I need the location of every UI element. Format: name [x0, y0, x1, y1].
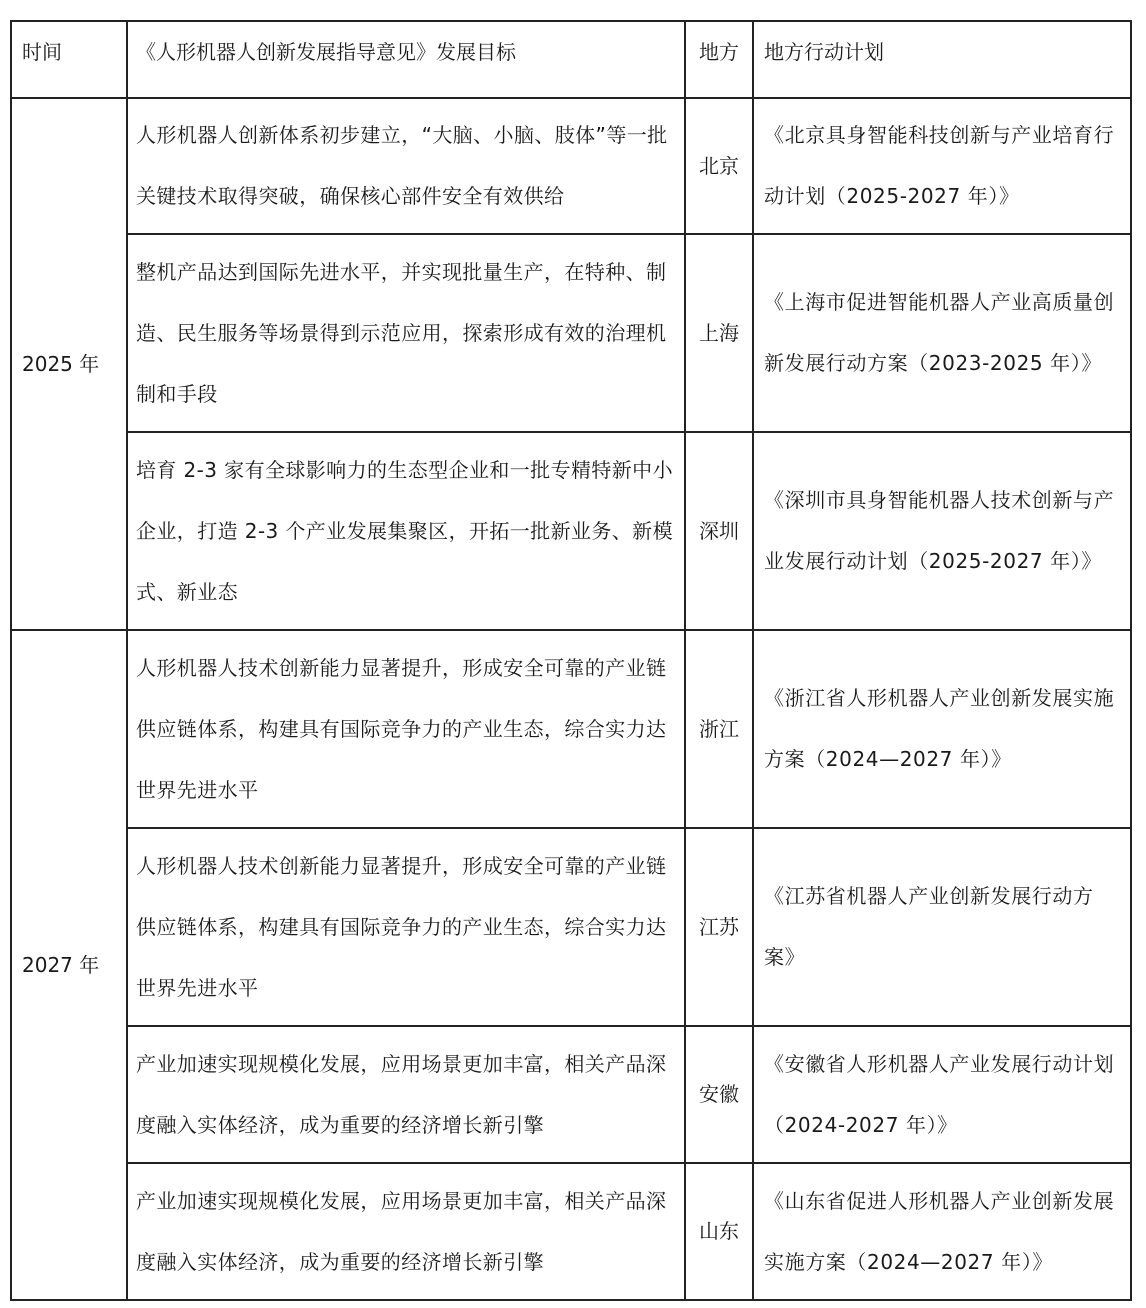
plan-text: 《江苏省机器人产业创新发展行动方案》 [764, 884, 1094, 969]
table-header-row [11, 21, 1131, 98]
header-goal: 《人形机器人创新发展指导意见》发展目标 [127, 21, 685, 98]
policy-table-container [10, 20, 1130, 1296]
header-plan: 地方行动计划 [753, 21, 1131, 98]
place-cell: 上海 [685, 234, 753, 432]
place-cell: 北京 [685, 98, 753, 234]
table-row [11, 1026, 1131, 1163]
place-cell: 江苏 [685, 828, 753, 1026]
table-row [11, 828, 1131, 1026]
goal-cell [127, 630, 685, 828]
goal-text: 人形机器人创新体系初步建立，“大脑、小脑、肢体”等一批关键技术取得突破，确保核心部件安全有效供给 [136, 123, 668, 208]
header-place: 地方 [685, 21, 753, 98]
goal-text: 产业加速实现规模化发展，应用场景更加丰富，相关产品深度融入实体经济，成为重要的经济增长新引擎 [136, 1051, 667, 1137]
goal-cell [127, 1163, 685, 1300]
plan-cell [753, 1026, 1131, 1163]
place-cell: 山东 [685, 1163, 753, 1300]
plan-text: 《深圳市具身智能机器人技术创新与产业发展行动计划（2025-2027 年）》 [764, 488, 1115, 573]
header-time: 时间 [11, 21, 127, 98]
table-row [11, 630, 1131, 828]
table-row [11, 432, 1131, 630]
plan-cell [753, 234, 1131, 432]
goal-text: 产业加速实现规模化发展，应用场景更加丰富，相关产品深度融入实体经济，成为重要的经济增长新引擎 [136, 1188, 667, 1274]
place-cell: 浙江 [685, 630, 753, 828]
plan-cell [753, 98, 1131, 234]
goal-text: 培育 2-3 家有全球影响力的生态型企业和一批专精特新中小企业，打造 2-3 个产业发展集聚区，开拓一批新业务、新模式、新业态 [136, 457, 673, 604]
plan-cell [753, 432, 1131, 630]
place-cell: 安徽 [685, 1026, 753, 1163]
plan-text: 《安徽省人形机器人产业发展行动计划（2024-2027 年）》 [764, 1051, 1115, 1137]
goal-text: 人形机器人技术创新能力显著提升，形成安全可靠的产业链供应链体系，构建具有国际竞争力的产业生态，综合实力达世界先进水平 [136, 853, 667, 1000]
table-row [11, 98, 1131, 234]
place-cell: 深圳 [685, 432, 753, 630]
plan-text: 《山东省促进人形机器人产业创新发展实施方案（2024—2027 年）》 [764, 1188, 1115, 1274]
plan-cell [753, 828, 1131, 1026]
policy-table [10, 20, 1132, 1301]
plan-text: 《上海市促进智能机器人产业高质量创新发展行动方案（2023-2025 年）》 [764, 290, 1115, 375]
goal-text: 整机产品达到国际先进水平，并实现批量生产，在特种、制造、民生服务等场景得到示范应用，探索形成有效的治理机制和手段 [136, 259, 667, 406]
plan-cell [753, 630, 1131, 828]
goal-cell [127, 828, 685, 1026]
time-cell-2027: 2027 年 [11, 630, 127, 1300]
plan-cell [753, 1163, 1131, 1300]
plan-text: 《北京具身智能科技创新与产业培育行动计划（2025-2027 年）》 [764, 123, 1115, 208]
table-row [11, 1163, 1131, 1300]
plan-text: 《浙江省人形机器人产业创新发展实施方案（2024—2027 年）》 [764, 686, 1115, 771]
goal-cell [127, 234, 685, 432]
time-cell-2025: 2025 年 [11, 98, 127, 630]
goal-text: 人形机器人技术创新能力显著提升，形成安全可靠的产业链供应链体系，构建具有国际竞争力的产业生态，综合实力达世界先进水平 [136, 655, 667, 802]
table-row [11, 234, 1131, 432]
goal-cell [127, 1026, 685, 1163]
goal-cell [127, 98, 685, 234]
goal-cell [127, 432, 685, 630]
